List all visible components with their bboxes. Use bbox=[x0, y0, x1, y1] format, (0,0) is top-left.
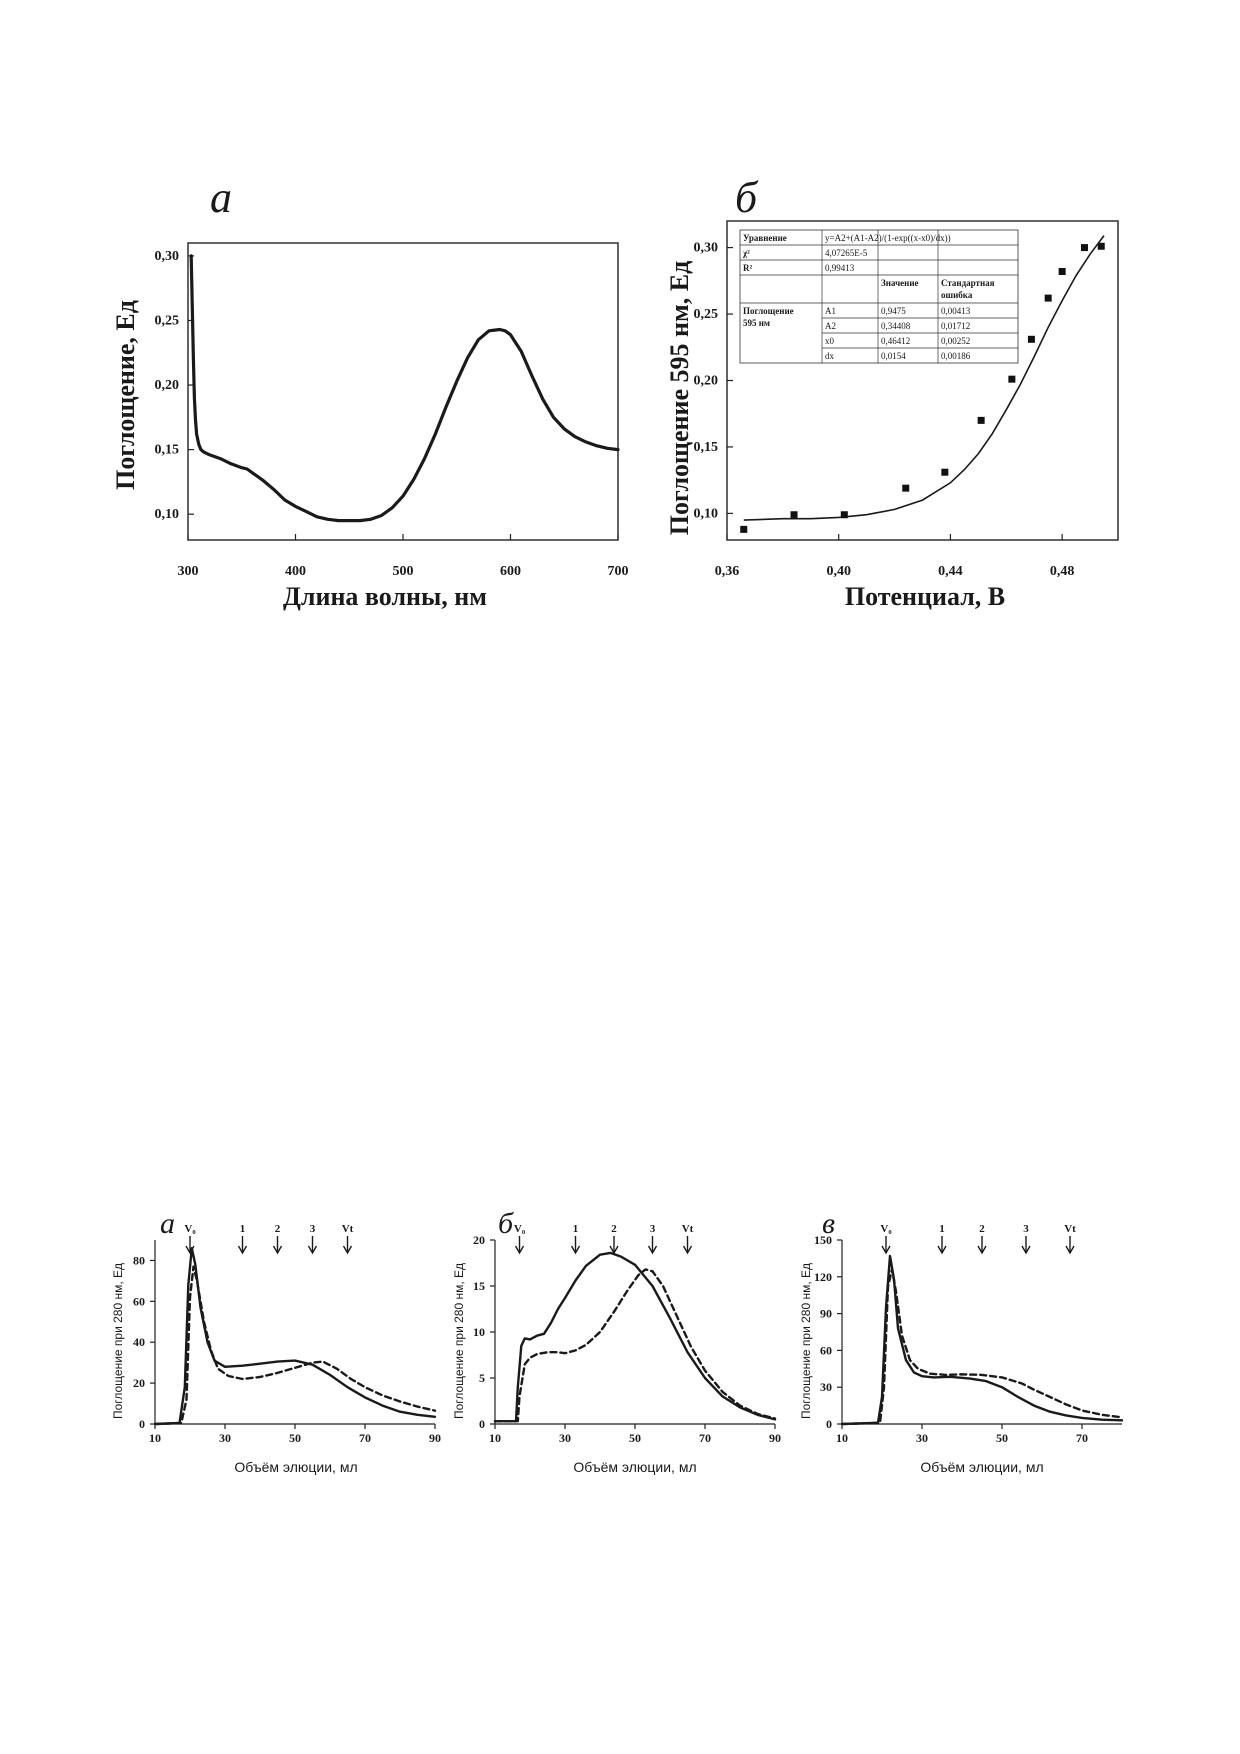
table-cell-text: 0,00413 bbox=[941, 306, 971, 316]
y-tick-label: 15 bbox=[473, 1279, 485, 1293]
spectrum-plot-area bbox=[155, 243, 629, 579]
x-tick-label: 300 bbox=[177, 564, 199, 579]
x-tick-label: 90 bbox=[769, 1431, 781, 1445]
x-tick-label: 70 bbox=[1076, 1431, 1088, 1445]
y-tick-label: 20 bbox=[133, 1376, 145, 1391]
data-point bbox=[791, 511, 798, 518]
y-tick-label: 0,10 bbox=[693, 506, 718, 522]
x-tick-label: 10 bbox=[149, 1431, 161, 1445]
spectrum-y-axis-label: Поглощение, Ед bbox=[111, 300, 140, 490]
data-point bbox=[941, 469, 948, 476]
elution-marker-label: 2 bbox=[979, 1223, 985, 1235]
elution-c-plot-area bbox=[814, 1223, 1122, 1445]
x-tick-label: 0,36 bbox=[714, 564, 740, 579]
data-point bbox=[902, 485, 909, 492]
elution-a-plot-area bbox=[133, 1223, 441, 1445]
y-tick-label: 5 bbox=[479, 1371, 485, 1385]
table-cell-text: 0,46412 bbox=[881, 336, 911, 346]
x-tick-label: 400 bbox=[285, 564, 306, 579]
spectrum-x-axis-label: Длина волны, нм bbox=[282, 582, 488, 611]
y-tick-label: 60 bbox=[820, 1343, 832, 1358]
titration-chart bbox=[665, 173, 1118, 611]
y-tick-label: 0,10 bbox=[154, 507, 179, 523]
elution-marker-label: V₀ bbox=[513, 1223, 526, 1235]
elution-a-y-axis-label: Поглощение при 280 нм, Ед bbox=[111, 1262, 125, 1420]
elution-c-y-axis-label: Поглощение при 280 нм, Ед bbox=[799, 1262, 813, 1420]
fit-parameters-table bbox=[740, 230, 1018, 363]
data-point bbox=[841, 511, 848, 518]
y-tick-label: 120 bbox=[814, 1269, 832, 1284]
solid-series-line bbox=[842, 1256, 1122, 1424]
elution-marker-label: Vt bbox=[341, 1223, 354, 1235]
elution-marker-label: Vt bbox=[681, 1223, 694, 1235]
panel-label-top-a: а bbox=[210, 173, 232, 222]
elution-marker-label: Vt bbox=[1064, 1223, 1076, 1235]
y-tick-label: 0 bbox=[826, 1417, 832, 1431]
data-point bbox=[1098, 243, 1105, 250]
x-tick-label: 50 bbox=[996, 1431, 1008, 1445]
x-tick-label: 10 bbox=[489, 1431, 501, 1445]
table-cell-text: Значение bbox=[881, 278, 919, 288]
table-cell-text: 595 нм bbox=[743, 318, 771, 328]
elution-marker-label: V₀ bbox=[184, 1223, 196, 1235]
data-point bbox=[1081, 244, 1088, 251]
data-point bbox=[978, 417, 985, 424]
table-cell-text: y=A2+(A1-A2)/(1-exp((x-x0)/dx)) bbox=[825, 233, 951, 243]
x-tick-label: 30 bbox=[219, 1431, 231, 1445]
x-tick-label: 70 bbox=[699, 1431, 711, 1445]
x-tick-label: 700 bbox=[607, 564, 629, 579]
y-tick-label: 0,25 bbox=[154, 313, 179, 329]
panel-label-top-b: б bbox=[735, 173, 758, 222]
y-tick-label: 0,30 bbox=[154, 248, 179, 264]
elution-b-y-axis-label: Поглощение при 280 нм, Ед bbox=[452, 1262, 466, 1420]
x-tick-label: 10 bbox=[836, 1431, 848, 1445]
x-tick-label: 50 bbox=[629, 1431, 641, 1445]
panel-label-bottom-a: а bbox=[160, 1207, 175, 1240]
dashed-series-line bbox=[155, 1267, 435, 1424]
table-cell-text: ошибка bbox=[941, 290, 973, 300]
x-tick-label: 30 bbox=[916, 1431, 928, 1445]
table-cell-text: χ² bbox=[743, 248, 750, 258]
x-tick-label: 70 bbox=[359, 1431, 371, 1445]
y-tick-label: 90 bbox=[820, 1306, 832, 1321]
elution-marker-label: 2 bbox=[274, 1223, 281, 1235]
elution-marker-label: 1 bbox=[572, 1223, 579, 1235]
table-cell-text: 0,99413 bbox=[825, 263, 855, 273]
elution-b-plot-area bbox=[473, 1223, 781, 1445]
table-cell-text: 0,0154 bbox=[881, 351, 906, 361]
data-point bbox=[740, 526, 747, 533]
solid-series-line bbox=[155, 1248, 435, 1424]
y-tick-label: 0 bbox=[139, 1417, 145, 1431]
data-point bbox=[1045, 295, 1052, 302]
y-tick-label: 40 bbox=[133, 1335, 145, 1350]
x-tick-label: 600 bbox=[500, 564, 521, 579]
data-point bbox=[1059, 268, 1066, 275]
elution-chart-c bbox=[799, 1207, 1122, 1475]
elution-marker-label: 2 bbox=[611, 1223, 617, 1235]
y-tick-label: 0,30 bbox=[693, 240, 718, 256]
y-tick-label: 0,20 bbox=[693, 373, 718, 389]
data-point bbox=[1028, 336, 1035, 343]
elution-chart-a bbox=[111, 1207, 441, 1475]
x-tick-label: 30 bbox=[559, 1431, 571, 1445]
x-tick-label: 500 bbox=[392, 564, 414, 579]
elution-marker-label: 3 bbox=[649, 1223, 656, 1235]
solid-series-line bbox=[191, 256, 618, 521]
panel-label-bottom-b: б bbox=[498, 1207, 514, 1240]
elution-marker-label: 3 bbox=[309, 1223, 316, 1235]
table-cell-text: Уравнение bbox=[743, 233, 787, 243]
y-tick-label: 60 bbox=[133, 1294, 145, 1309]
y-tick-label: 150 bbox=[814, 1233, 832, 1247]
table-cell-text: A2 bbox=[825, 321, 836, 331]
y-tick-label: 20 bbox=[473, 1233, 485, 1247]
dashed-series-line bbox=[495, 1269, 775, 1421]
y-tick-label: 0,20 bbox=[154, 378, 179, 394]
y-tick-label: 30 bbox=[820, 1380, 832, 1395]
x-tick-label: 0,48 bbox=[1049, 564, 1075, 579]
y-tick-label: 0,15 bbox=[154, 442, 179, 458]
table-cell-text: R² bbox=[743, 263, 753, 273]
y-tick-label: 10 bbox=[473, 1325, 485, 1339]
data-point bbox=[1008, 376, 1015, 383]
table-cell-text: 0,9475 bbox=[881, 306, 906, 316]
x-tick-label: 50 bbox=[289, 1431, 301, 1445]
table-cell-text: dx bbox=[825, 351, 834, 361]
x-tick-label: 90 bbox=[429, 1431, 441, 1445]
table-frame bbox=[740, 230, 1018, 363]
table-cell-text: 0,00252 bbox=[941, 336, 971, 346]
elution-b-x-axis-label: Объём элюции, мл bbox=[573, 1459, 697, 1475]
table-cell-text: A1 bbox=[825, 306, 836, 316]
y-tick-label: 0,15 bbox=[693, 439, 718, 455]
y-tick-label: 0,25 bbox=[693, 307, 718, 323]
y-tick-label: 80 bbox=[133, 1253, 145, 1268]
elution-c-x-axis-label: Объём элюции, мл bbox=[920, 1459, 1044, 1475]
elution-marker-label: 3 bbox=[1023, 1223, 1029, 1235]
table-cell-text: Стандартная bbox=[941, 278, 995, 288]
table-cell-text: 4,07265E-5 bbox=[825, 248, 868, 258]
panel-label-bottom-c: в bbox=[822, 1207, 836, 1240]
table-cell-text: 0,00186 bbox=[941, 351, 971, 361]
elution-a-x-axis-label: Объём элюции, мл bbox=[234, 1459, 358, 1475]
elution-marker-label: 1 bbox=[939, 1223, 945, 1235]
x-tick-label: 0,44 bbox=[938, 564, 963, 579]
elution-marker-label: V₀ bbox=[880, 1223, 892, 1235]
x-tick-label: 0,40 bbox=[826, 564, 851, 579]
spectrum-chart bbox=[111, 173, 629, 611]
elution-marker-label: 1 bbox=[239, 1223, 246, 1235]
titration-y-axis-label: Поглощение 595 нм, Ед bbox=[665, 260, 694, 536]
titration-x-axis-label: Потенциал, В bbox=[844, 582, 1006, 611]
y-tick-label: 0 bbox=[479, 1417, 485, 1431]
table-cell-text: x0 bbox=[825, 336, 834, 346]
elution-chart-b bbox=[452, 1207, 781, 1475]
table-cell-text: 0,34408 bbox=[881, 321, 911, 331]
table-cell-text: Поглощение bbox=[743, 306, 794, 316]
table-cell-text: 0,01712 bbox=[941, 321, 971, 331]
